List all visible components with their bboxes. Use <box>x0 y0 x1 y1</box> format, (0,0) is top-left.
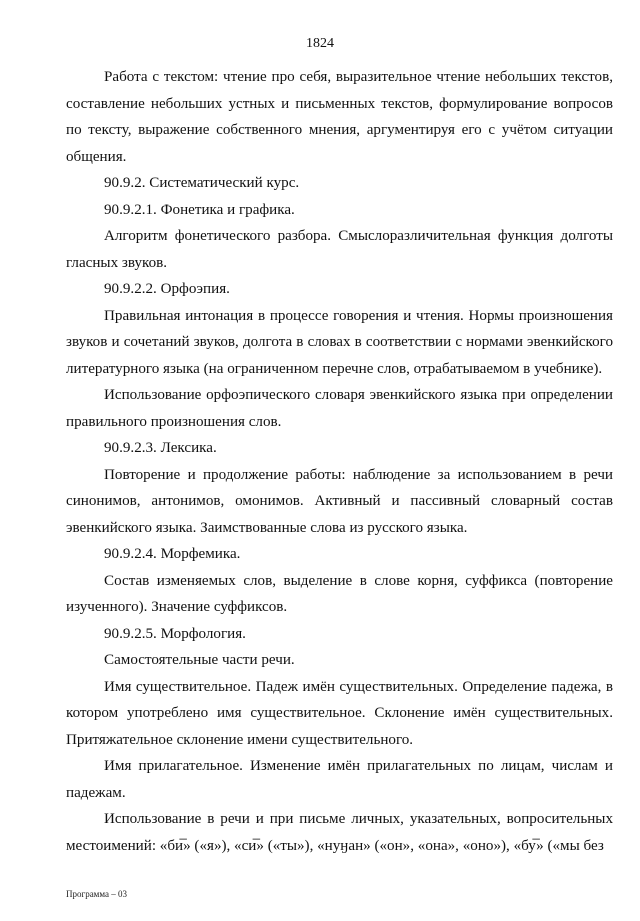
page-number: 1824 <box>306 36 334 51</box>
paragraph-adjective: Имя прилагательное. Изменение имён прилагательных по лицам, числам и падежам. <box>66 758 613 801</box>
paragraph-orthoepic-dictionary: Использование орфоэпического словаря эвенкийского языка при определении правильного произношения слов. <box>66 387 613 430</box>
paragraph-noun: Имя существительное. Падеж имён существительных. Определение падежа, в котором употреблено имя существительное. Склонение имён существительных. Притяжательное склонение имени существительного. <box>66 678 613 748</box>
paragraph-word-composition: Состав изменяемых слов, выделение в слове корня, суффикса (повторение изученного). Значение суффиксов. <box>66 572 613 615</box>
section-heading-lexicon: 90.9.2.3. Лексика. <box>104 440 217 456</box>
document-body <box>66 64 613 859</box>
paragraph-parts-of-speech: Самостоятельные части речи. <box>104 652 295 668</box>
section-heading-morphemics: 90.9.2.4. Морфемика. <box>104 546 241 562</box>
section-heading-systematic-course: 90.9.2. Систематический курс. <box>104 175 300 191</box>
paragraph-pronouns: Использование в речи и при письме личных, указательных, вопросительных местоимений: «би̅» («я»), «си̅» («ты»), «нуӈан» («он», «она», «оно»), «бу̅» («мы без <box>66 811 613 854</box>
section-heading-orthoepy: 90.9.2.2. Орфоэпия. <box>104 281 230 297</box>
footer-program-label: Программа – 03 <box>66 889 128 899</box>
section-heading-phonetics: 90.9.2.1. Фонетика и графика. <box>104 201 295 218</box>
paragraph-lexicon-work: Повторение и продолжение работы: наблюдение за использованием в речи синонимов, антонимов, омонимов. Активный и пассивный словарный состав эвенкийского языка. Заимствованные слова из русского языка. <box>66 466 613 536</box>
paragraph-intonation: Правильная интонация в процессе говорения и чтения. Нормы произношения звуков и сочетаний звуков, долгота в словах в соответствии с нормами эвенкийского литературного языка (на ограниченном перечне слов, отрабатываемом в учебнике). <box>66 307 613 377</box>
paragraph-phonetic-analysis: Алгоритм фонетического разбора. Смыслоразличительная функция долготы гласных звуков. <box>66 228 613 271</box>
paragraph-text-work: Работа с текстом: чтение про себя, выразительное чтение небольших текстов, составление небольших устных и письменных текстов, формулирование вопросов по тексту, выражение собственного мнения, аргументируя его с учётом ситуации общения. <box>66 69 613 165</box>
section-heading-morphology: 90.9.2.5. Морфология. <box>104 625 246 642</box>
